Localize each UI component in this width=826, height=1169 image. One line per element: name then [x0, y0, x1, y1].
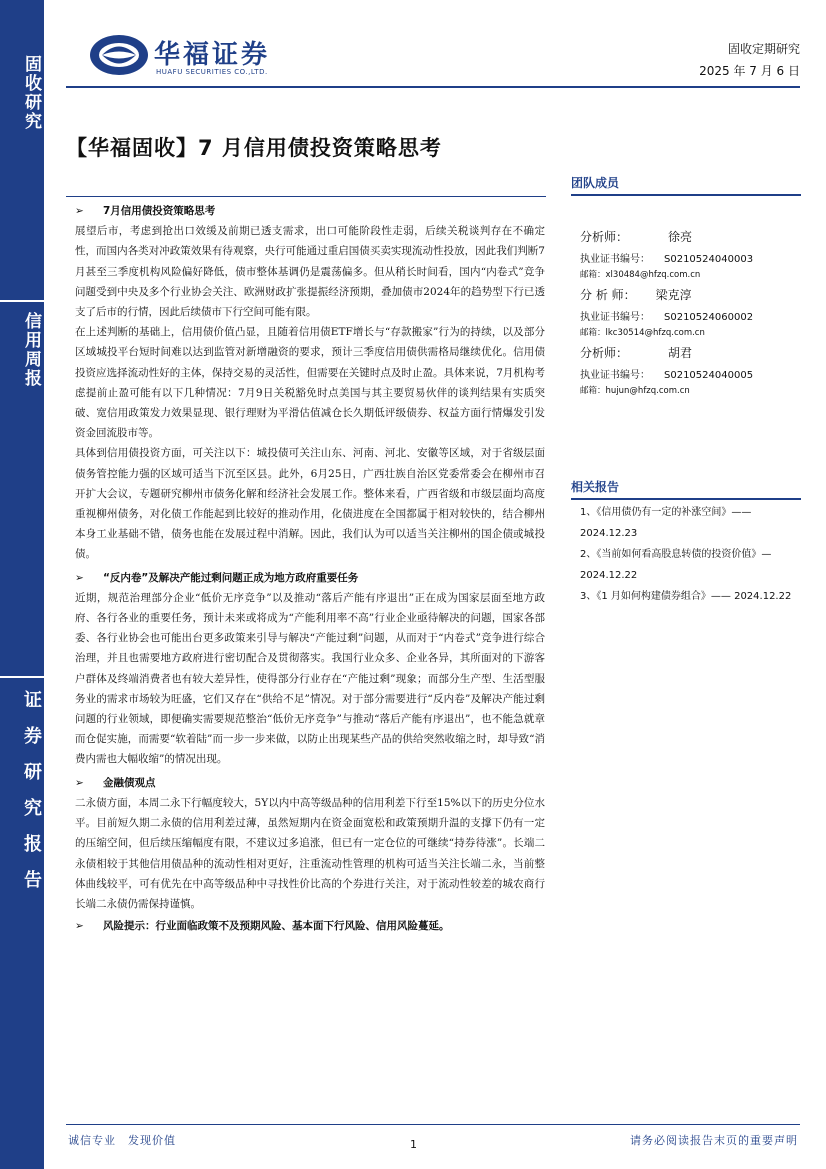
cert-number: S0210524040005 [664, 370, 754, 381]
analyst-card [580, 344, 800, 396]
main-content [75, 198, 545, 936]
team-heading: 团队成员 [571, 174, 801, 196]
brand-name-en: HUAFU SECURITIES CO.,LTD. [156, 68, 268, 76]
sidebar-report-type: 信用周报 [21, 312, 41, 388]
sidebar [0, 0, 44, 1169]
header-divider [66, 86, 800, 88]
footer-divider [66, 1124, 800, 1125]
cert-label: 执业证书编号： [580, 370, 650, 381]
analyst-name: 梁克淳 [655, 288, 692, 302]
section-heading: ➢ 7月信用债投资策略思考 [75, 201, 545, 221]
risk-warning: ➢ 风险提示：行业面临政策不及预期风险、基本面下行风险、信用风险蔓延。 [75, 916, 545, 936]
sidebar-category: 固收研究 [21, 55, 41, 131]
company-logo [88, 32, 298, 82]
team-section [571, 174, 801, 196]
arrow-bullet-icon: ➢ [75, 205, 84, 217]
section-heading: ➢ 金融债观点 [75, 773, 545, 793]
brand-name-cn: 华福证券 [154, 40, 271, 70]
page-number: 1 [410, 1138, 417, 1151]
paragraph: 展望后市，考虑到抢出口效缓及前期已透支需求，出口可能阶段性走弱，后续关税谈判存在不确定性，而国内各类对冲政策效果有待观察，央行可能通过重启国债买卖实现流动性投放，因此我们判断7月甚至三季度机构风险偏好降低，债市整体基调仍是震荡偏多。但从稍长时间看，国内“内卷式”竞争问题受到中央及多个行业协会关注、欧洲财政扩张提振经济预期，叠加债市2024年的趋势型下行已透支了后市的行情，因此后续债市下行空间可能有限。 [75, 225, 545, 319]
paragraph: 二永债方面，本周二永下行幅度较大，5Y以内中高等级品种的信用利差下行至15%以下的历史分位水平。目前短久期二永债的信用利差过薄，虽然短期内在资金面宽松和政策预期升温的支撑下仍有一定的压缩空间，但后续压缩幅度有限，不建议过多追涨，但已有一定仓位的可继续“持券待涨”。长端二永债相较于其他信用债品种的流动性相对更好，注重流动性管理的机构可适当关注长端二永，当前整体曲线较平，可有优先在中高等级品种中寻找性价比高的个券进行关注，对于流动性较差的城农商行长端二永债仍需保持谨慎。 [75, 796, 545, 910]
related-section [571, 478, 801, 500]
footer-disclaimer: 请务必阅读报告末页的重要声明 [630, 1134, 798, 1147]
mail-label: 邮箱： [580, 386, 606, 396]
analyst-name: 徐亮 [668, 230, 693, 244]
section-heading: ➢ “反内卷”及解决产能过剩问题正成为地方政府重要任务 [75, 568, 545, 588]
cert-label: 执业证书编号： [580, 254, 650, 265]
analyst-email[interactable]: lkc30514@hfzq.com.cn [605, 328, 705, 338]
footer-slogan: 诚信专业 发现价值 [68, 1134, 176, 1147]
analyst-label: 分析师： [580, 230, 629, 244]
logo-swirl-icon [88, 32, 150, 78]
report-date: 2025 年 7 月 6 日 [699, 64, 800, 78]
related-report-link[interactable]: 3、《1 月如何构建债券组合》—— 2024.12.22 [580, 591, 792, 602]
analyst-card [580, 228, 800, 280]
paragraph: 近期，规范治理部分企业“低价无序竞争”以及推动“落后产能有序退出”正在成为国家层面至地方政府、各行各业的重要任务，预计未来或将成为“产能利用率不高”行业企业亟待解决的问题，国家各部委、各行业协会也可能出台更多政策来引导与解决“产能过剩”问题，从而对于“内卷式”竞争进行综合治理，并且也需要地方政府进行密切配合及贯彻落实。我国行业众多、企业各异，其所面对的下游客户群体及终端消费者也有较大差异性，使得部分行业存在“产能过剩”现象；而部分生产型、生活型服务业的需求市场较为旺盛，它们又存在“供给不足”情况。对于部分需要进行“反内卷”及解决产能过剩问题的行业领域，即便确实需要规范整治“低价无序竞争”与推动“落后产能有序退出”，也不能急就章而仓促实施，而需要“软着陆”而一步一步来做，以防止出现某些产品的供给突然收缩之时，却导致“消费内需也大幅收缩”的情况出现。 [75, 591, 545, 766]
report-category: 固收定期研究 [727, 42, 800, 56]
paragraph: 在上述判断的基础上，信用债价值凸显，且随着信用债ETF增长与“存款搬家”行为的持续，以及部分区域城投平台短时间难以达到监管对新增融资的要求，预计三季度信用债供需格局继续优化。信用债投资应选择流动性好的主体，保持交易的灵活性，但需要在关键时点及时止盈。具体来说，7月机构考虑提前止盈可能有以下几种情况：7月9日关税豁免时点美国与其主要贸易伙伴的谈判结果有实质突破、宽信用政策发力效果显现、银行理财为平滑估值减仓长久期低评级债券、权益方面行情爆发引发资金回流股市等。 [75, 326, 545, 440]
related-report-link[interactable]: 1、《信用债仍有一定的补涨空间》—— 2024.12.23 [580, 507, 752, 539]
sidebar-report-label: 证券研究报告 [21, 690, 42, 906]
analyst-label: 分 析 师： [580, 288, 636, 302]
cert-number: S0210524040003 [664, 254, 754, 265]
cert-number: S0210524060002 [664, 312, 754, 323]
title-divider [66, 196, 546, 197]
analyst-label: 分析师： [580, 346, 629, 360]
related-list [580, 502, 802, 607]
arrow-bullet-icon: ➢ [75, 776, 84, 789]
analyst-name: 胡君 [668, 346, 693, 360]
related-heading: 相关报告 [571, 478, 801, 500]
arrow-bullet-icon: ➢ [75, 571, 84, 584]
mail-label: 邮箱： [580, 328, 606, 338]
analyst-card [580, 286, 800, 338]
sidebar-divider [0, 300, 44, 302]
analyst-email[interactable]: hujun@hfzq.com.cn [605, 386, 690, 396]
related-report-link[interactable]: 2、《当前如何看高股息转债的投资价值》—2024.12.22 [580, 549, 772, 581]
mail-label: 邮箱： [580, 270, 606, 280]
sidebar-divider [0, 676, 44, 678]
arrow-bullet-icon: ➢ [75, 920, 84, 933]
page-title: 【华福固收】7 月信用债投资策略思考 [66, 136, 442, 160]
paragraph: 具体到信用债投资方面，可关注以下：城投债可关注山东、河南、河北、安徽等区域，对于省级层面债务管控能力强的区域可适当下沉至区县。此外，6月25日，广西壮族自治区党委常委会在柳州市召开扩大会议，专题研究柳州市债务化解和经济社会发展工作。整体来看，广西省级和市级层面均高度重视柳州债务，对化债工作能起到比较好的推动作用，化债进度在全国都属于相对较快的，结合柳州本身工业基础不错，债务也能在发展过程中消解。因此，我们认为可以适当关注柳州的国企债或城投债。 [75, 447, 545, 561]
cert-label: 执业证书编号： [580, 312, 650, 323]
analyst-email[interactable]: xl30484@hfzq.com.cn [605, 270, 701, 280]
